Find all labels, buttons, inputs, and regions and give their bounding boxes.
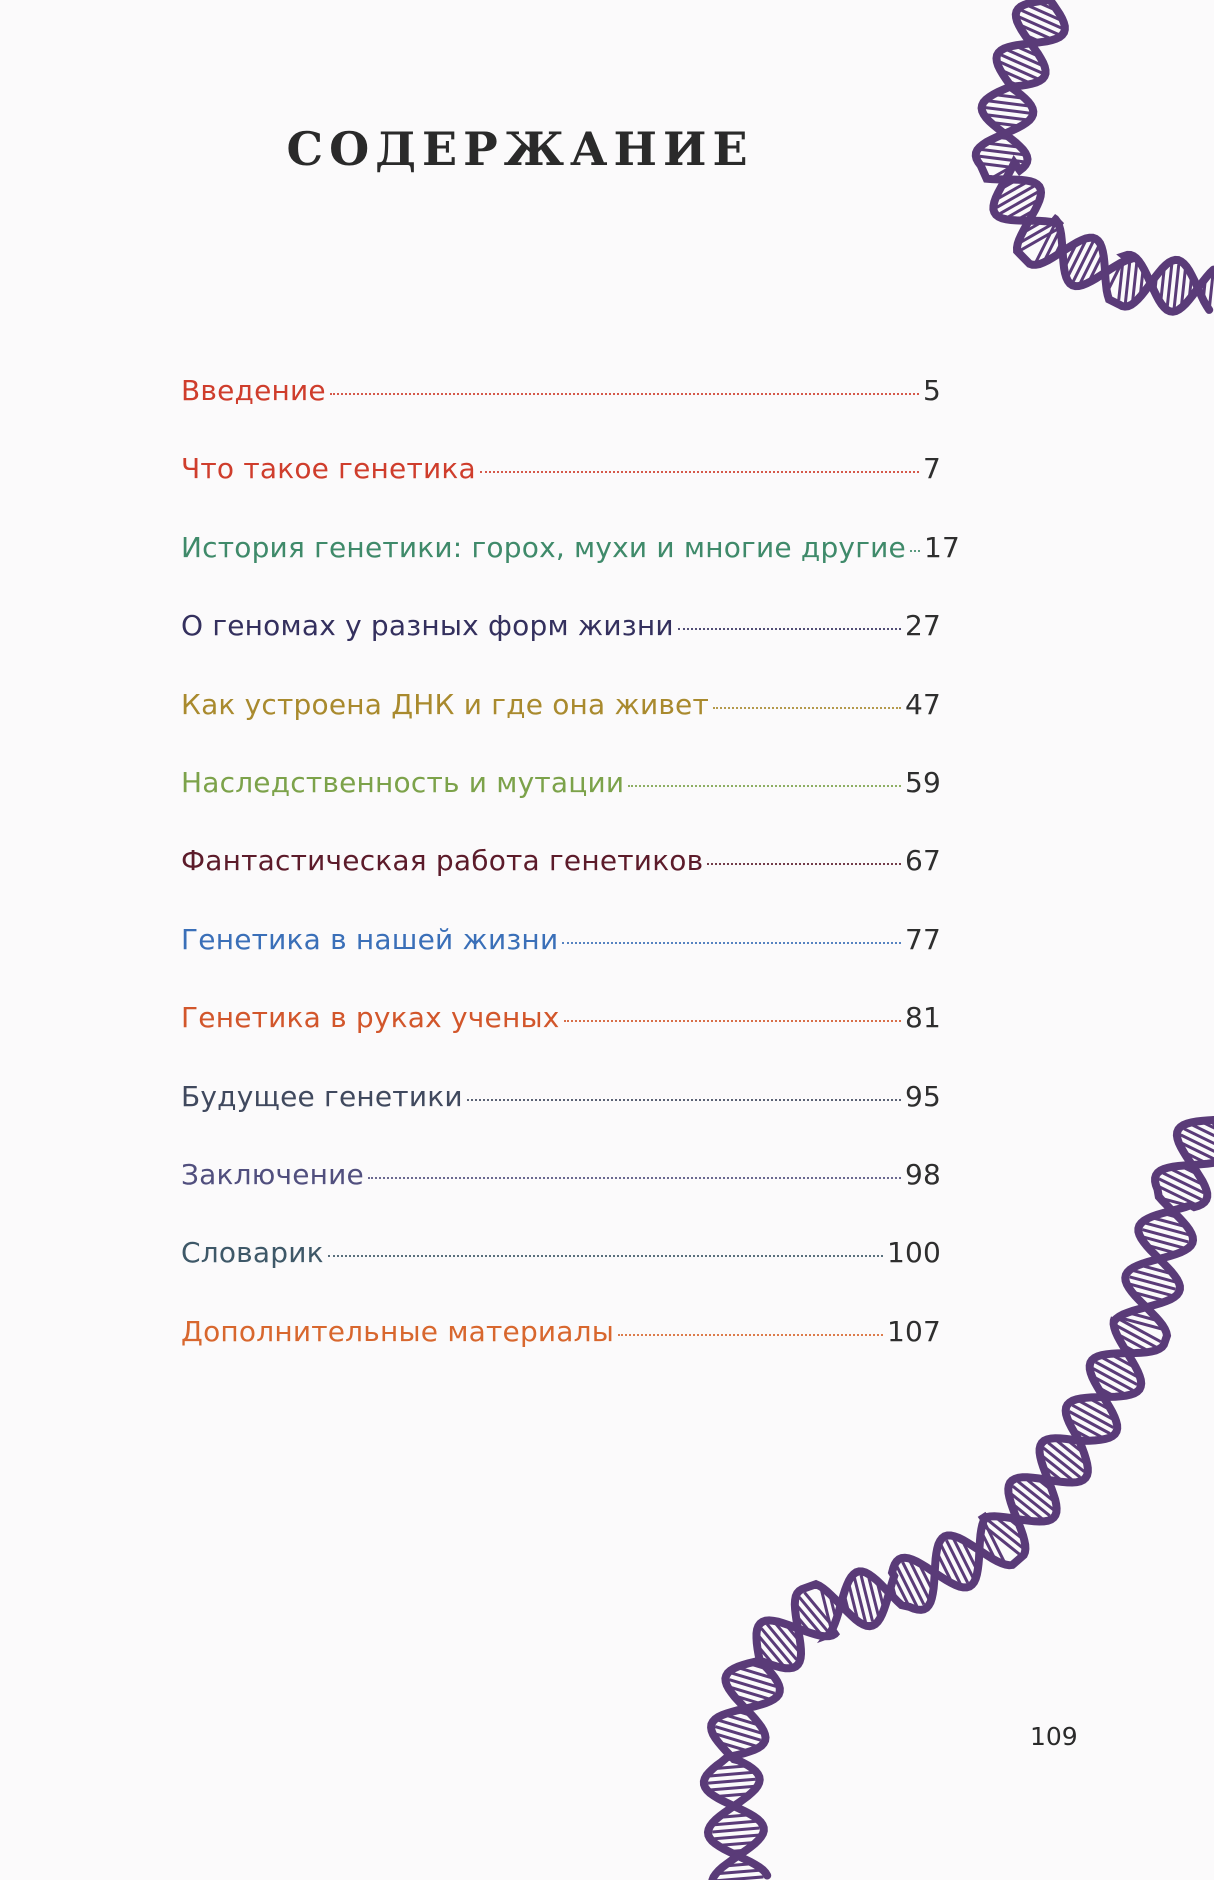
toc-entry-page: 95 — [904, 1079, 941, 1113]
dna-rung — [726, 1715, 757, 1724]
dna-rung — [1094, 1377, 1125, 1394]
dna-rung — [869, 1577, 879, 1616]
dna-rung — [1102, 1358, 1137, 1377]
toc-entry-title: Будущее генетики — [181, 1079, 463, 1113]
toc-entry-page: 5 — [922, 374, 941, 407]
toc-entry-dna-structure[interactable] — [181, 688, 941, 766]
dna-rung — [721, 1743, 748, 1751]
dna-rung — [729, 1680, 774, 1694]
dna-rung — [1140, 270, 1143, 295]
dna-rung — [710, 1772, 753, 1776]
dna-rung — [1019, 17, 1058, 34]
dna-rung — [997, 182, 1026, 199]
dna-rung — [1164, 1214, 1178, 1218]
dna-rung — [737, 1711, 751, 1715]
toc-entry-title: Фантастическая работа генетиков — [181, 844, 704, 878]
dna-rung — [1001, 55, 1041, 73]
dna-rung — [988, 1520, 1023, 1548]
dna-rung — [1028, 6, 1060, 20]
dna-rung — [1074, 1430, 1092, 1440]
dna-rung — [1038, 2, 1056, 10]
toc-entry-history-of-genetics[interactable] — [181, 530, 960, 609]
dna-rung — [1038, 1479, 1052, 1490]
dna-rung — [954, 1539, 973, 1578]
dna-rung — [799, 1597, 829, 1633]
dna-rung — [1080, 247, 1098, 283]
dna-rung — [740, 1668, 773, 1678]
dna-rung — [726, 1864, 751, 1866]
toc-entry-title: Дополнительные материалы — [181, 1314, 615, 1348]
toc-entry-title: Наследственность и мутации — [181, 765, 625, 799]
toc-dot-leader — [564, 1020, 901, 1022]
dna-rung — [844, 1595, 848, 1612]
toc-entry-title: История генетики: горох, мухи и многие другие — [181, 530, 906, 564]
toc-entry-title: Как устроена ДНК и где она живет — [181, 687, 709, 721]
dna-rung — [877, 1583, 883, 1608]
dna-rung — [1072, 1405, 1113, 1427]
dna-rung — [1024, 222, 1042, 232]
dna-rung — [715, 1727, 761, 1741]
dna-rung — [1117, 1326, 1156, 1347]
dna-rung — [985, 1524, 1004, 1561]
dna-rung — [996, 95, 1023, 98]
dna-rung — [1146, 1223, 1189, 1235]
toc-dot-leader — [368, 1177, 901, 1179]
toc-dot-leader — [713, 707, 901, 709]
toc-entry-title: Заключение — [181, 1157, 364, 1191]
dna-rung — [1069, 1412, 1110, 1434]
dna-rung — [1130, 1313, 1157, 1320]
dna-rung — [1021, 229, 1059, 251]
dna-rung — [786, 1625, 799, 1641]
dna-rung — [963, 1542, 977, 1569]
dna-rung — [1142, 1266, 1171, 1274]
dna-rung — [1203, 280, 1205, 298]
dna-rung — [982, 1524, 1019, 1554]
dna-rung — [1143, 1237, 1183, 1248]
dna-rung — [1134, 1293, 1163, 1301]
toc-entry-introduction[interactable] — [181, 374, 941, 452]
dna-rung — [758, 1647, 773, 1665]
dna-rung — [1008, 1518, 1020, 1527]
dna-rung — [1070, 1420, 1102, 1438]
dna-rung — [1021, 224, 1052, 242]
toc-dot-leader — [618, 1334, 883, 1336]
dna-rung — [759, 1636, 784, 1666]
dna-rung — [1191, 1125, 1214, 1141]
dna-rung — [1044, 1448, 1081, 1477]
toc-entry-what-is-genetics[interactable] — [181, 452, 941, 530]
dna-rung — [946, 1540, 967, 1583]
dna-rung — [1181, 1143, 1214, 1160]
dna-rung — [1096, 1362, 1138, 1385]
dna-rung — [1202, 1122, 1214, 1131]
dna-rung — [986, 108, 1030, 114]
toc-dot-leader — [328, 1255, 883, 1257]
toc-entry-glossary[interactable] — [181, 1236, 941, 1314]
dna-rung — [1000, 62, 1038, 79]
dna-rung — [1013, 1486, 1050, 1516]
dna-rung — [1021, 25, 1051, 38]
toc-dot-leader — [330, 393, 919, 395]
dna-rung — [1079, 1401, 1113, 1419]
dna-rung — [1090, 1399, 1110, 1410]
dna-rung — [920, 1565, 933, 1590]
dna-rung — [1108, 265, 1121, 290]
toc-entry-genetics-in-life[interactable] — [181, 923, 941, 1001]
dna-rung — [736, 1696, 760, 1703]
dna-rung — [1142, 1230, 1188, 1242]
dna-rung — [1073, 242, 1093, 281]
toc-entry-title: Генетика в нашей жизни — [181, 922, 559, 956]
dna-rung — [1119, 260, 1123, 300]
toc-entry-page: 47 — [904, 687, 941, 721]
dna-rung — [1011, 1494, 1042, 1519]
dna-rung — [716, 1734, 756, 1746]
dna-rung — [1210, 273, 1214, 307]
dna-rung — [1093, 1369, 1133, 1391]
dna-rung — [1189, 277, 1191, 298]
dna-rung — [731, 1687, 770, 1699]
dna-rung — [1017, 46, 1039, 56]
dna-rung — [1185, 1153, 1206, 1163]
dna-rung — [721, 1815, 749, 1817]
dna-rung — [1130, 1284, 1172, 1295]
dna-rung — [1125, 259, 1130, 303]
dna-rung — [767, 1624, 797, 1660]
dna-rung — [830, 1596, 836, 1618]
dna-rung — [897, 1567, 917, 1607]
dna-rung — [750, 1664, 767, 1669]
dna-rung — [732, 1673, 775, 1686]
dna-rung — [711, 1786, 754, 1790]
dna-rung — [714, 1835, 758, 1839]
page-title: СОДЕРЖАНИЕ — [286, 122, 754, 176]
toc-entry-title: Словарик — [181, 1236, 324, 1270]
dna-rung — [1026, 35, 1040, 41]
toc-dot-leader — [480, 471, 919, 473]
toc-entry-heredity-mutations[interactable] — [181, 766, 941, 844]
dna-rung — [1162, 1199, 1187, 1206]
dna-rung — [1167, 264, 1172, 306]
dna-rung — [715, 1821, 757, 1825]
dna-rung — [797, 1616, 810, 1632]
dna-rung — [1055, 243, 1061, 256]
dna-rung — [1153, 1218, 1185, 1226]
toc-entry-title: Что такое генетика — [181, 452, 476, 486]
dna-rung — [861, 1575, 872, 1621]
toc-entry-conclusion[interactable] — [181, 1158, 941, 1236]
toc-entry-geneticists-work[interactable] — [181, 844, 941, 922]
dna-rung — [989, 101, 1029, 106]
dna-rung — [1000, 192, 1037, 213]
dna-rung — [708, 1779, 756, 1783]
dna-rung — [1045, 232, 1059, 260]
dna-rung — [1003, 71, 1030, 83]
toc-entry-page: 98 — [904, 1157, 941, 1191]
dna-rung — [893, 1575, 908, 1604]
dna-rung — [1119, 1319, 1161, 1342]
dna-rung — [716, 1766, 746, 1769]
dna-rung — [1159, 1187, 1195, 1205]
dna-rung — [1018, 211, 1034, 220]
dna-rung — [1159, 1179, 1202, 1200]
dna-rung — [1065, 244, 1076, 266]
toc-entry-genomes[interactable] — [181, 609, 941, 687]
dna-rung — [1134, 1271, 1176, 1282]
toc-entry-title: Введение — [181, 374, 326, 407]
toc-entry-page: 7 — [922, 452, 941, 486]
dna-rung — [855, 1578, 866, 1622]
dna-rung — [718, 1794, 748, 1797]
dna-rung — [1122, 1318, 1162, 1329]
dna-rung — [997, 1518, 1023, 1538]
toc-dot-leader — [562, 942, 901, 944]
dna-rung — [910, 1562, 929, 1599]
toc-entry-title: О геномах у разных форм жизни — [181, 609, 674, 643]
dna-rung — [1130, 1277, 1176, 1289]
dna-rung — [987, 115, 1026, 120]
dna-rung — [892, 1584, 896, 1598]
table-of-contents — [181, 374, 960, 1393]
dna-rung — [821, 1590, 830, 1627]
page-number: 109 — [1030, 1722, 1078, 1751]
dna-rung — [1163, 1173, 1204, 1193]
toc-entry-page: 77 — [904, 922, 941, 956]
dna-rung — [1056, 1440, 1085, 1463]
toc-entry-page: 17 — [923, 530, 960, 564]
dna-rung — [721, 1843, 753, 1846]
dna-rung — [1048, 1443, 1084, 1472]
toc-entry-genetics-scientists[interactable] — [181, 1001, 941, 1079]
toc-entry-title: Генетика в руках ученых — [181, 1001, 560, 1035]
toc-entry-page: 81 — [904, 1001, 941, 1035]
dna-rung — [730, 1850, 745, 1851]
toc-entry-additional-materials[interactable] — [181, 1315, 941, 1393]
dna-rung — [712, 1828, 759, 1832]
dna-rung — [805, 1593, 835, 1629]
dna-rung — [1161, 269, 1164, 300]
dna-rung — [797, 1605, 821, 1633]
dna-rung — [1008, 81, 1019, 86]
dna-rung — [1148, 1246, 1175, 1253]
dna-rung — [1155, 277, 1157, 291]
toc-dot-leader — [678, 628, 901, 630]
toc-dot-leader — [467, 1099, 901, 1101]
dna-rung — [1001, 180, 1016, 189]
dna-rung — [1067, 1440, 1083, 1453]
dna-rung — [1044, 1467, 1062, 1481]
dna-rung — [775, 1623, 799, 1651]
dna-rung — [1042, 1456, 1072, 1480]
dna-rung — [1022, 10, 1062, 28]
toc-dot-leader — [910, 550, 920, 552]
dna-rung — [1133, 262, 1137, 300]
toc-dot-leader — [707, 863, 901, 865]
toc-entry-page: 107 — [886, 1314, 941, 1348]
dna-rung — [1089, 255, 1102, 280]
toc-entry-future-of-genetics[interactable] — [181, 1080, 941, 1158]
dna-rung — [1182, 269, 1186, 305]
dna-rung — [1018, 1481, 1053, 1509]
dna-rung — [1013, 1504, 1033, 1520]
dna-rung — [1068, 241, 1085, 276]
dna-rung — [1184, 1129, 1214, 1149]
dna-rung — [1182, 1167, 1198, 1175]
dna-rung — [941, 1545, 960, 1584]
dna-rung — [1099, 1388, 1114, 1396]
dna-rung — [1112, 1355, 1134, 1367]
dna-rung — [903, 1562, 924, 1605]
dna-rung — [1174, 264, 1179, 307]
dna-rung — [1119, 1335, 1148, 1351]
dna-rung — [1123, 1345, 1136, 1352]
dna-rung — [719, 1720, 761, 1733]
dna-rung — [938, 1554, 952, 1581]
toc-entry-page: 100 — [886, 1236, 941, 1270]
dna-rung — [1181, 1135, 1214, 1156]
dna-rung — [1036, 224, 1055, 262]
dna-rung — [1026, 1479, 1053, 1501]
dna-rung — [1007, 50, 1041, 65]
dna-rung — [1171, 1169, 1202, 1184]
dna-rung — [849, 1585, 857, 1619]
toc-entry-page: 67 — [904, 844, 941, 878]
dna-rung — [761, 1628, 791, 1664]
toc-dot-leader — [628, 785, 901, 787]
dna-rung — [982, 1533, 995, 1558]
dna-rung — [1007, 200, 1037, 217]
dna-rung — [719, 1870, 759, 1873]
toc-entry-page: 59 — [904, 765, 941, 799]
dna-rung — [997, 186, 1034, 207]
toc-entry-page: 27 — [904, 609, 941, 643]
